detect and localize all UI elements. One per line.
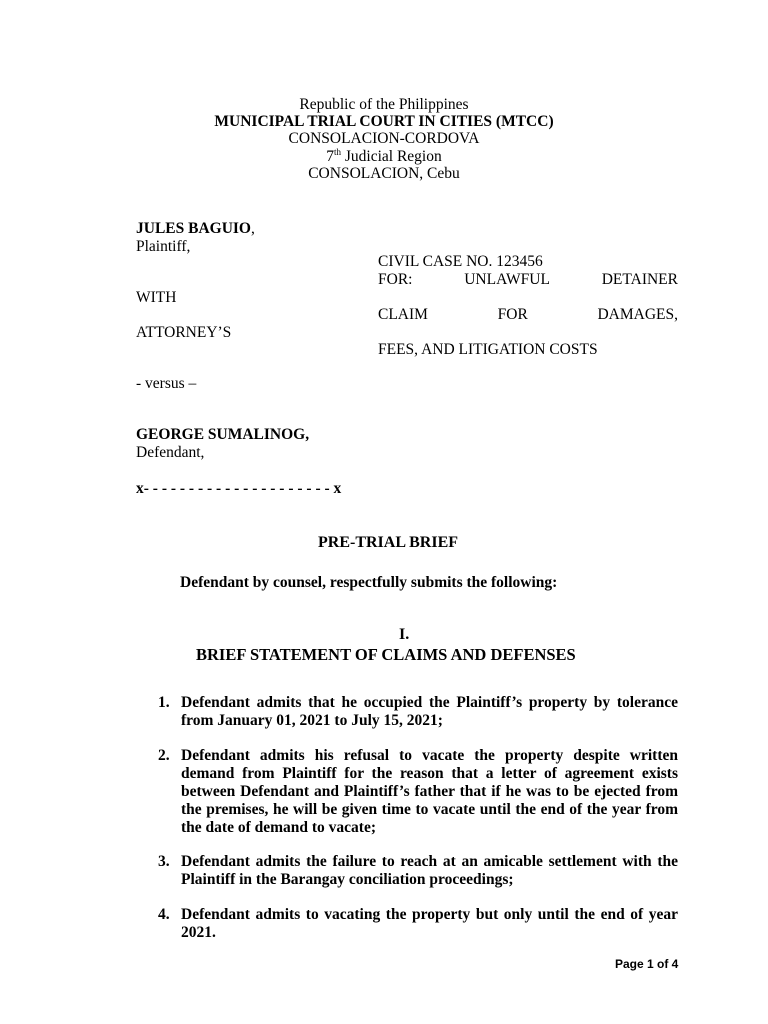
plaintiff-name-line [136,220,255,238]
intro-paragraph: Defendant by counsel, respectfully submits the following: [180,574,558,591]
region-text: Judicial Region [341,148,442,165]
section-numeral: I. [399,626,410,643]
caption-separator: x- - - - - - - - - - - - - - - - - - - - - x [136,480,342,497]
list-item-number: 1. [158,694,170,711]
court-location: CONSOLACION-CORDOVA [288,130,480,147]
caption-attorneys: ATTORNEY’S [136,324,232,341]
plaintiff-name: JULES BAGUIO [136,220,251,237]
case-for-word: UNLAWFUL [464,271,550,288]
case-for-word: DETAINER [601,271,678,288]
case-fees-line: FEES, AND LITIGATION COSTS [378,341,598,358]
court-name: MUNICIPAL TRIAL COURT IN CITIES (MTCC) [214,113,554,130]
list-item-number: 3. [158,853,170,870]
case-for-word: FOR: [378,271,413,288]
list-item-text: Defendant admits that he occupied the Plaintiff’s property by tolerance from January 01, 2021 to July 15, 2021; [181,694,678,729]
case-claim-line [378,306,678,324]
list-item-text: Defendant admits the failure to reach at an amicable settlement with the Plaintiff in the Barangay conciliation proceedings; [181,853,678,888]
case-number: CIVIL CASE NO. 123456 [378,253,543,270]
plaintiff-role: Plaintiff, [136,238,191,255]
list-item-number: 2. [158,747,170,764]
defendant-name: GEORGE SUMALINOG, [136,426,310,443]
page-number: Page 1 of 4 [615,957,679,971]
judicial-region [0,148,768,166]
list-item-text: Defendant admits to vacating the property but only until the end of year 2021. [181,906,678,941]
case-claim-word: FOR [497,306,528,323]
section-heading: BRIEF STATEMENT OF CLAIMS AND DEFENSES [196,645,576,664]
caption-with: WITH [136,289,177,306]
plaintiff-comma: , [251,220,255,237]
list-item-number: 4. [158,906,170,923]
list-item-text: Defendant admits his refusal to vacate the property despite written demand from Plaintiff for the reason that a letter of agreement exists between Defendant and Plaintiff’s father that if he was to be ejected from the premises, he will be given time to vacate until the end of the year from the date of demand to vacate; [181,747,678,836]
case-claim-word: DAMAGES, [597,306,678,323]
court-city: CONSOLACION, Cebu [308,165,460,182]
region-number: 7 [326,148,334,165]
versus-line: - versus – [136,375,197,392]
republic-line: Republic of the Philippines [299,96,469,113]
case-for-line [378,271,678,289]
defendant-role: Defendant, [136,444,205,461]
document-title: PRE-TRIAL BRIEF [318,534,459,551]
region-suffix: th [333,147,341,157]
case-claim-word: CLAIM [378,306,428,323]
